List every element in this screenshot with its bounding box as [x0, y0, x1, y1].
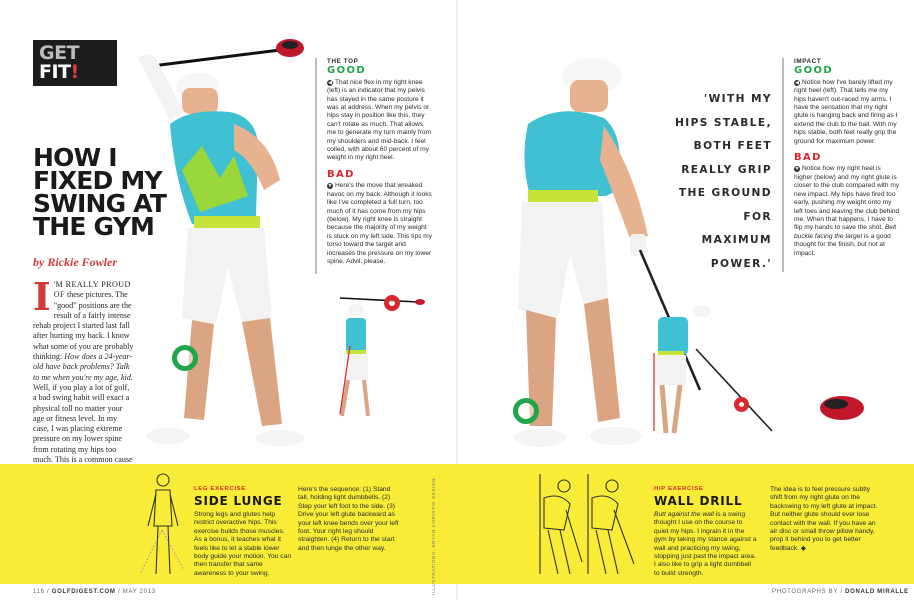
impact-bad-body-2: is a good thought for the finish, but not at impact. — [794, 232, 891, 257]
impact-bad-heading: BAD — [794, 152, 822, 164]
the-top-good-text — [327, 79, 433, 163]
arrow-down-icon: ▼ — [794, 166, 800, 173]
badge-line-2 — [39, 63, 111, 82]
exercise-1-title: SIDE LUNGE — [194, 494, 283, 508]
drop-cap: I — [33, 280, 51, 319]
the-top-bad-heading: BAD — [327, 168, 355, 180]
exercise-1-text-col-2: Here's the sequence: (1) Stand tall, holding light dumbbells. (2) Step your left foot to the side. (3) Drive your left glute backward as your left knee bends over your left foot. Your right leg should straighten. (4) Return to the start and then lunge the other way. — [298, 486, 399, 552]
good-knee-marker — [172, 345, 198, 371]
impact-good-text — [794, 79, 900, 146]
exercise-1-kicker: LEG EXERCISE — [194, 486, 246, 492]
impact-sidebar — [782, 58, 900, 272]
exercise-1-text-col-1: Strong legs and glutes help restrict overactive hips. This exercise builds those muscles. As a bonus, it teaches what it feels like to let a stable lower body guide your motion. You can then transfer that same awareness to your swing. — [194, 511, 292, 577]
footer-date: MAY 2013 — [122, 589, 156, 595]
badge-exclamation: ! — [70, 61, 79, 83]
impact-good-heading: GOOD — [794, 65, 834, 77]
golfer-top-good-photo — [130, 28, 320, 453]
good-heel-marker — [513, 398, 539, 424]
exercise-2-text-col-1 — [654, 511, 758, 578]
the-top-bad-body: Here's the move that wreaked havoc on my back. Although it looks like I've completed a full turn, too much of it has come from my hips (below). My right knee is straight because the majority of my weight is stuck on my left side. This tips my torso toward the target and increases the pressure on my lower spine. Advil, please. — [327, 182, 433, 265]
illustration-credit: ILLUSTRATIONS: BRYAN CHRISTIE DESIGN — [431, 478, 436, 595]
footer-right — [772, 589, 909, 595]
body-paragraph-2: Well, if you play a lot of golf, a bad swing habit will exact a physical toll no matter your age or fitness level. In my case, I was placing extreme pressure on my lower spine from rotating my hips too much. This is a common cause — [33, 382, 133, 465]
footer-left — [33, 589, 156, 595]
driver-head-impact — [812, 392, 866, 422]
exercise-2-text-col-1-body: is a swing thought I use on the course to quiet my hips. I ingrain it in the gym by taking my stance against a wall and practicing my swing, stopping just past the impact area. I also like to grip a light dumbbell to build strength. — [654, 511, 757, 577]
footer-separator: / — [840, 589, 843, 595]
the-top-good-heading: GOOD — [327, 65, 367, 77]
arrow-left-icon: ◀ — [795, 79, 799, 86]
page-number: 116 — [33, 589, 45, 595]
arrow-left-icon: ◀ — [328, 79, 332, 86]
headline: HOW I FIXED MY SWING AT THE GYM — [33, 143, 167, 241]
photo-credit-label: PHOTOGRAPHS BY — [772, 589, 838, 595]
footer-site: GOLFDIGEST.COM — [51, 589, 116, 595]
exercise-2-kicker: HIP EXERCISE — [654, 486, 704, 492]
photographer-name: DONALD MIRALLE — [845, 589, 909, 595]
impact-kicker: IMPACT — [794, 58, 822, 65]
exercise-2-title: WALL DRILL — [654, 494, 743, 508]
side-lunge-ghost-illustration — [134, 470, 190, 580]
pull-quote: 'WITH MY HIPS STABLE, BOTH FEET REALLY GRIP THE GROUND FOR MAXIMUM POWER.' — [674, 93, 772, 270]
impact-bad-italic: Belt buckle facing the target — [794, 224, 897, 240]
footer-separator: / — [47, 589, 50, 595]
wall-drill-illustration — [530, 470, 640, 580]
impact-good-body: Notice how I've barely lifted my right heel (left). That tells me my hips haven't out-raced my arms. I have the sensation that my right glute is hanging back and firing as I extend the club to the ball. With my hips stable, both feet really grip the ground for maximum power. — [794, 78, 898, 145]
golfer-top-bad-photo — [320, 290, 430, 425]
bad-impact-marker — [734, 397, 749, 412]
impact-bad-text — [794, 165, 900, 257]
exercise-2-italic: Butt against the wall — [654, 511, 714, 518]
golfer-impact-bad-photo — [640, 295, 780, 445]
body-italic-quote: How does a 24-year-old have back problems? Talk to me when you're my age, kid. — [33, 352, 133, 382]
get-fit-badge — [33, 40, 117, 86]
the-top-bad-text — [327, 182, 433, 266]
footer-separator: / — [117, 589, 121, 595]
exercise-2-text-col-2: The idea is to feel pressure subtly shift from my right glute on the backswing to my left glute at impact. But neither glute should ever lose contact with the wall. If you have an air disc or small throw pillow handy, prop it behind you to get better feedback. ◆ — [770, 486, 878, 552]
byline: by Rickie Fowler — [33, 255, 117, 269]
the-top-good-body: That nice flex in my right knee (left) is an indicator that my pelvis has stayed in the same posture it was at address. When my pelvis or hips stay in position like this, they can't rotate as much. That allows me to generate my turn mainly from my shoulders and mid-back. I feel coiled, with about 60 percent of my weight in my right heel. — [327, 78, 432, 162]
the-top-kicker: THE TOP — [327, 58, 359, 65]
arrow-down-icon: ▼ — [327, 183, 333, 190]
body-lead: 'M REALLY PROUD OF — [53, 280, 131, 300]
bad-top-marker — [384, 295, 400, 311]
body-paragraph-1: these pictures. The "good" positions are the result of a fairly intense rehab project I started last fall after hurting my back. I know what some of you are probably thinking: — [33, 290, 134, 362]
badge-line-2-text: FIT — [39, 61, 71, 83]
the-top-sidebar — [315, 58, 433, 274]
badge-line-1: GET — [39, 42, 80, 64]
impact-bad-body-1: Notice how my right heel is higher (below) and my right glute is closer to the club compared with my new impact. My hips have fired too early, pushing my weight onto my left toes and leaving the club behind me. When that happens, I have to flip my hands to save the shot. — [794, 165, 900, 232]
